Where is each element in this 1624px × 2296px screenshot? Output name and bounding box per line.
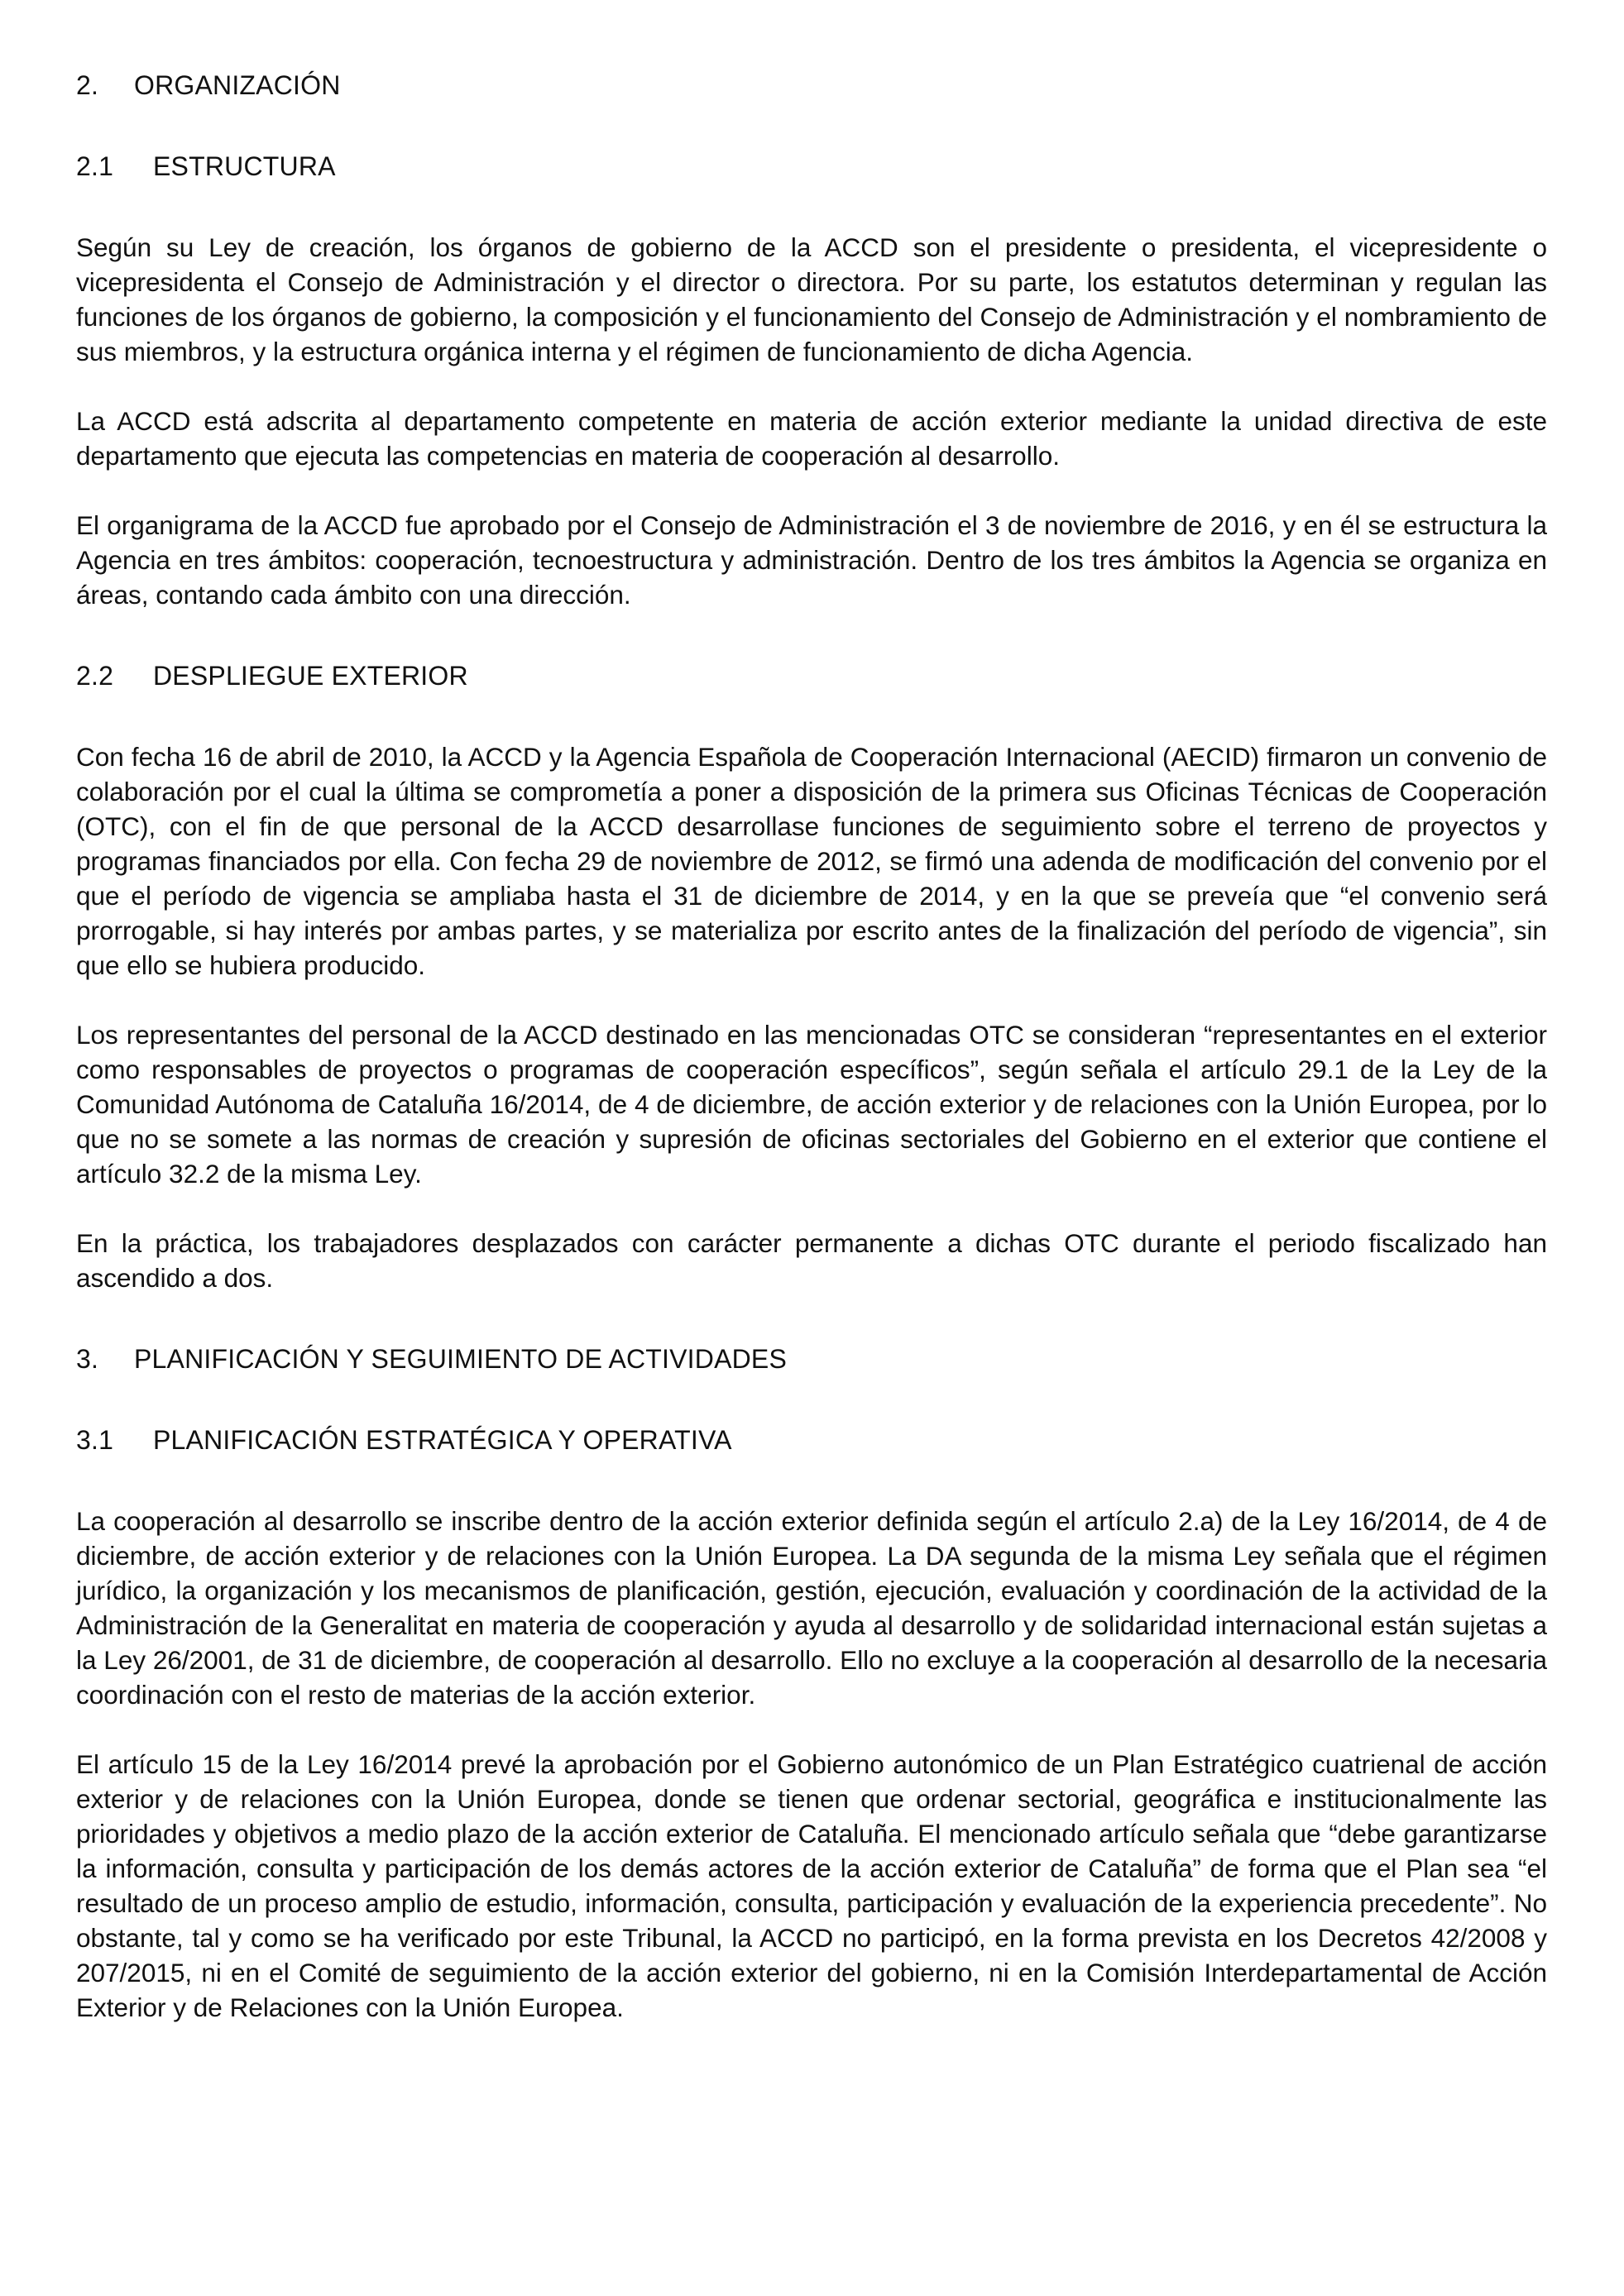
paragraph-despliegue-3: En la práctica, los trabajadores desplazados con carácter permanente a dichas OTC durante el periodo fiscalizado han ascendido a dos.	[76, 1228, 1547, 1293]
section-heading-planificacion-seguimiento	[76, 1342, 1547, 1376]
section-heading-planificacion-estrategica	[76, 1423, 1547, 1457]
section-title: PLANIFICACIÓN Y SEGUIMIENTO DE ACTIVIDADES	[134, 1344, 788, 1374]
section-number: 3.	[76, 1344, 99, 1374]
section-number: 3.1	[76, 1425, 114, 1455]
paragraph-planificacion-2: El artículo 15 de la Ley 16/2014 prevé la aprobación por el Gobierno autonómico de un Plan Estratégico cuatrienal de acción exterior y de relaciones con la Unión Europea, donde se tienen que ordenar sectorial, geográfica e institucionalmente las prioridades y objetivos a medio plazo de la acción exterior de Cataluña. El mencionado artículo señala que “debe garantizarse la información, consulta y participación de los demás actores de la acción exterior de Cataluña” de forma que el Plan sea “el resultado de un proceso amplio de estudio, información, consulta, participación y evaluación de la experiencia precedente”. No obstante, tal y como se ha verificado por este Tribunal, la ACCD no participó, en la forma prevista en los Decretos 42/2008 y 207/2015, ni en el Comité de seguimiento de la acción exterior del gobierno, ni en la Comisión Interdepartamental de Acción Exterior y de Relaciones con la Unión Europea.	[76, 1749, 1547, 2022]
section-number: 2.1	[76, 151, 114, 181]
section-heading-organizacion	[76, 68, 1547, 103]
paragraph-planificacion-1: La cooperación al desarrollo se inscribe dentro de la acción exterior definida según el artículo 2.a) de la Ley 16/2014, de 4 de diciembre, de acción exterior y de relaciones con la Unión Europea. La DA segunda de la misma Ley señala que el régimen jurídico, la organización y los mecanismos de planificación, gestión, ejecución, evaluación y coordinación de la actividad de la Administración de la Generalitat en materia de cooperación y ayuda al desarrollo y de solidaridad internacional están sujetas a la Ley 26/2001, de 31 de diciembre, de cooperación al desarrollo. Ello no excluye a la cooperación al desarrollo de la necesaria coordinación con el resto de materias de la acción exterior.	[76, 1506, 1547, 1710]
paragraph-despliegue-2: Los representantes del personal de la ACCD destinado en las mencionadas OTC se consideran “representantes en el exterior como responsables de proyectos o programas de cooperación específicos”, según señala el artículo 29.1 de la Ley de la Comunidad Autónoma de Cataluña 16/2014, de 4 de diciembre, de acción exterior y de relaciones con la Unión Europea, por lo que no se somete a las normas de creación y supresión de oficinas sectoriales del Gobierno en el exterior que contiene el artículo 32.2 de la misma Ley.	[76, 1020, 1547, 1189]
paragraph-despliegue-1: Con fecha 16 de abril de 2010, la ACCD y la Agencia Española de Cooperación Internacional (AECID) firmaron un convenio de colaboración por el cual la última se comprometía a poner a disposición de la primera sus Oficinas Técnicas de Cooperación (OTC), con el fin de que personal de la ACCD desarrollase funciones de seguimiento sobre el terreno de proyectos y programas financiados por ella. Con fecha 29 de noviembre de 2012, se firmó una adenda de modificación del convenio por el que el período de vigencia se ampliaba hasta el 31 de diciembre de 2014, y en la que se preveía que “el convenio será prorrogable, si hay interés por ambas partes, y se materializa por escrito antes de la finalización del período de vigencia”, sin que ello se hubiera producido.	[76, 742, 1547, 980]
section-title: DESPLIEGUE EXTERIOR	[153, 661, 468, 691]
section-heading-despliegue-exterior	[76, 658, 1547, 693]
section-number: 2.2	[76, 661, 114, 691]
document-page	[76, 68, 1547, 2059]
section-title: PLANIFICACIÓN ESTRATÉGICA Y OPERATIVA	[153, 1425, 732, 1455]
paragraph-estructura-3: El organigrama de la ACCD fue aprobado por el Consejo de Administración el 3 de noviembre de 2016, y en él se estructura la Agencia en tres ámbitos: cooperación, tecnoestructura y administración. Dentro de los tres ámbitos la Agencia se organiza en áreas, contando cada ámbito con una dirección.	[76, 510, 1547, 610]
section-title: ORGANIZACIÓN	[134, 70, 341, 100]
section-number: 2.	[76, 70, 99, 100]
paragraph-estructura-2: La ACCD está adscrita al departamento competente en materia de acción exterior mediante la unidad directiva de este departamento que ejecuta las competencias en materia de cooperación al desarrollo.	[76, 406, 1547, 471]
paragraph-estructura-1: Según su Ley de creación, los órganos de gobierno de la ACCD son el presidente o presidenta, el vicepresidente o vicepresidenta el Consejo de Administración y el director o directora. Por su parte, los estatutos determinan y regulan las funciones de los órganos de gobierno, la composición y el funcionamiento del Consejo de Administración y el nombramiento de sus miembros, y la estructura orgánica interna y el régimen de funcionamiento de dicha Agencia.	[76, 232, 1547, 366]
section-heading-estructura	[76, 149, 1547, 184]
section-title: ESTRUCTURA	[153, 151, 336, 181]
